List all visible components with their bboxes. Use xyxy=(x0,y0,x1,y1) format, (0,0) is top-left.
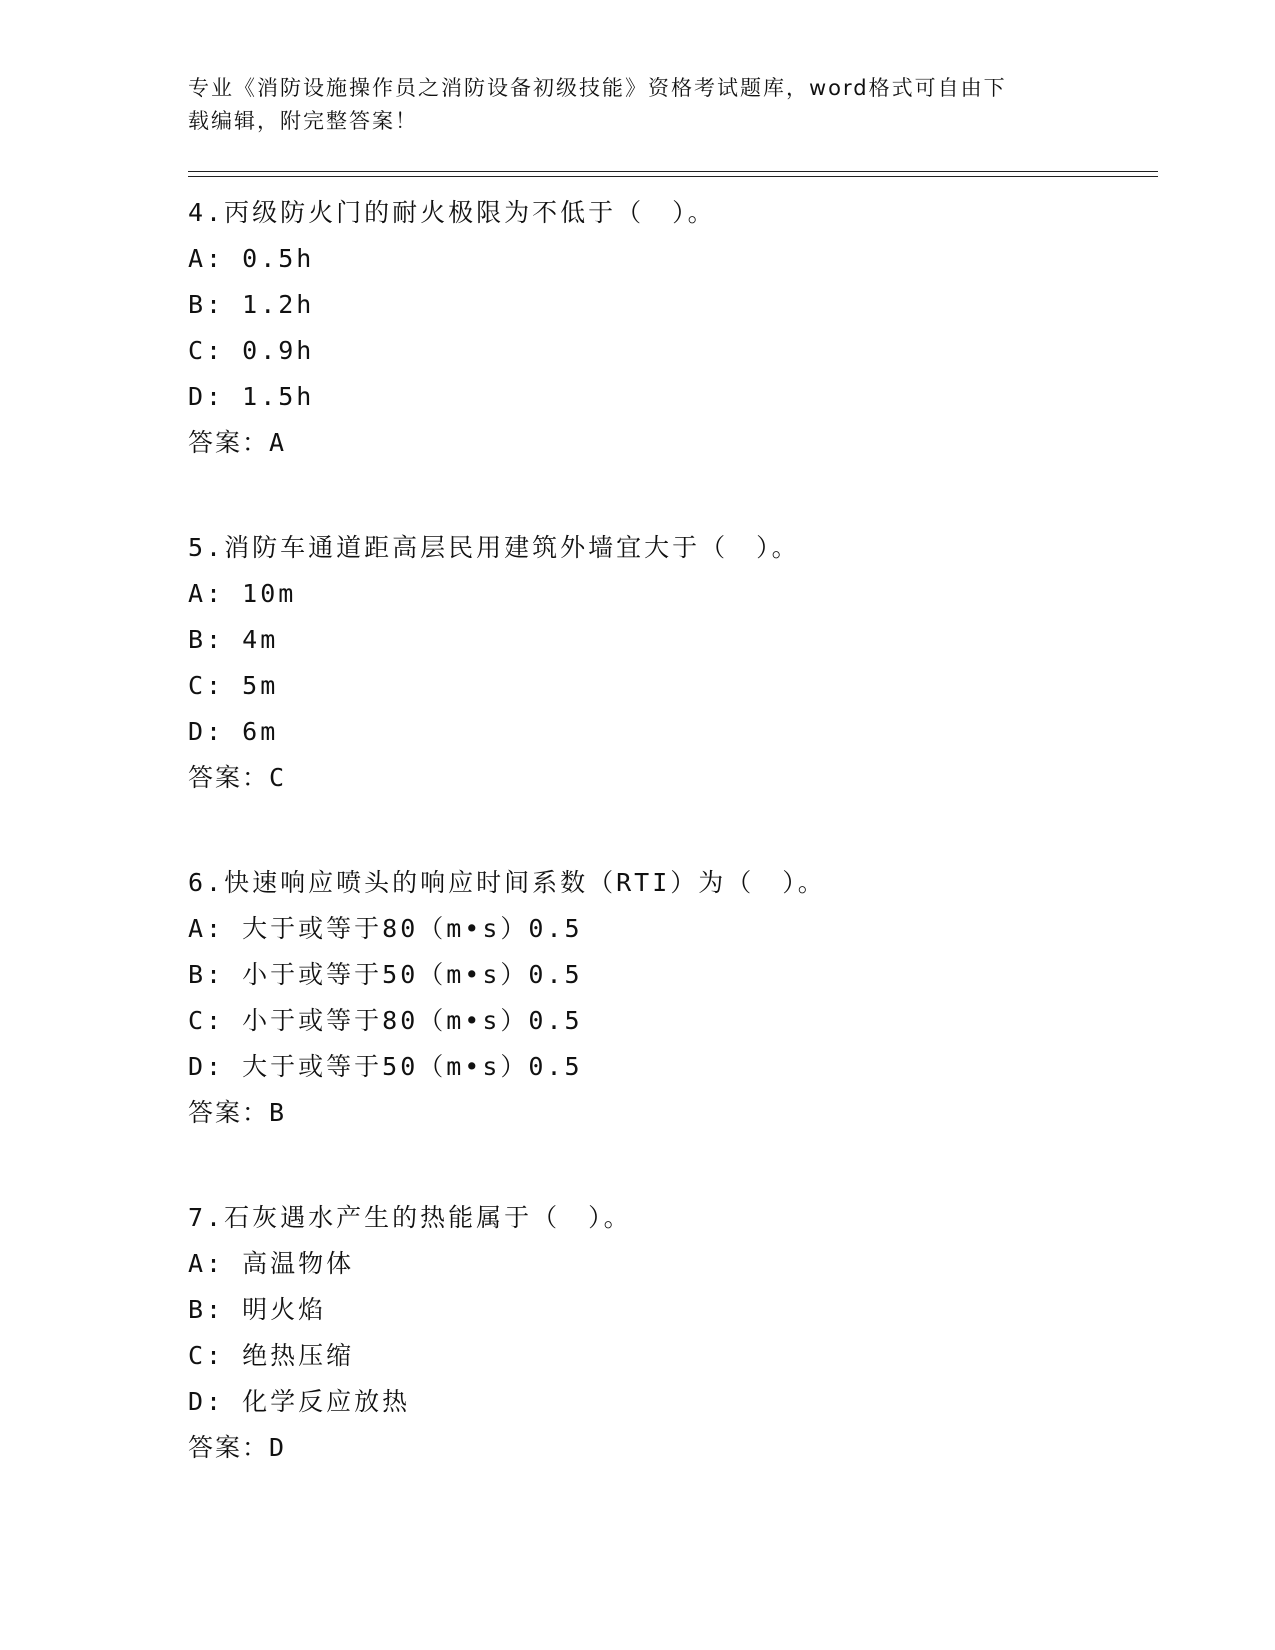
answer-value: C xyxy=(269,763,287,792)
answer-line xyxy=(188,1090,1148,1136)
answer-value: B xyxy=(269,1098,287,1127)
answer-value: A xyxy=(269,428,287,457)
option-d: D: 1.5h xyxy=(188,382,315,411)
answer-line xyxy=(188,420,1148,466)
option-c: C: 0.9h xyxy=(188,336,315,365)
question-stem: 6.快速响应喷头的响应时间系数（RTI）为（ ）。 xyxy=(188,868,826,897)
answer-label: 答案： xyxy=(188,1098,270,1127)
option-d: D: 6m xyxy=(188,717,279,746)
option-d: D: 大于或等于50（m•s）0.5 xyxy=(188,1052,583,1081)
option-c: C: 小于或等于80（m•s）0.5 xyxy=(188,1006,583,1035)
option-a: A: 0.5h xyxy=(188,244,315,273)
option-b: B: 小于或等于50（m•s）0.5 xyxy=(188,960,583,989)
header-line-1: 专业《消防设施操作员之消防设备初级技能》资格考试题库，word格式可自由下 xyxy=(188,76,1007,100)
option-a: A: 大于或等于80（m•s）0.5 xyxy=(188,914,583,943)
question-item xyxy=(188,860,1148,1136)
question-stem: 7.石灰遇水产生的热能属于（ ）。 xyxy=(188,1203,632,1232)
question-item xyxy=(188,525,1148,801)
document-header xyxy=(188,72,1078,138)
question-item xyxy=(188,1195,1148,1471)
header-divider-top xyxy=(188,171,1158,172)
answer-label: 答案： xyxy=(188,763,270,792)
option-b: B: 4m xyxy=(188,625,279,654)
question-list xyxy=(188,190,1148,1530)
answer-line xyxy=(188,1425,1148,1471)
option-b: B: 1.2h xyxy=(188,290,315,319)
option-a: A: 10m xyxy=(188,579,297,608)
answer-label: 答案： xyxy=(188,428,270,457)
header-divider-bottom xyxy=(188,176,1158,177)
option-c: C: 绝热压缩 xyxy=(188,1341,355,1370)
question-item xyxy=(188,190,1148,466)
question-stem: 4.丙级防火门的耐火极限为不低于（ ）。 xyxy=(188,198,716,227)
option-b: B: 明火焰 xyxy=(188,1295,327,1324)
option-d: D: 化学反应放热 xyxy=(188,1387,411,1416)
option-c: C: 5m xyxy=(188,671,279,700)
answer-label: 答案： xyxy=(188,1433,270,1462)
answer-line xyxy=(188,755,1148,801)
option-a: A: 高温物体 xyxy=(188,1249,355,1278)
question-stem: 5.消防车通道距高层民用建筑外墙宜大于（ ）。 xyxy=(188,533,800,562)
answer-value: D xyxy=(269,1433,287,1462)
header-line-2: 载编辑，附完整答案！ xyxy=(188,109,418,133)
